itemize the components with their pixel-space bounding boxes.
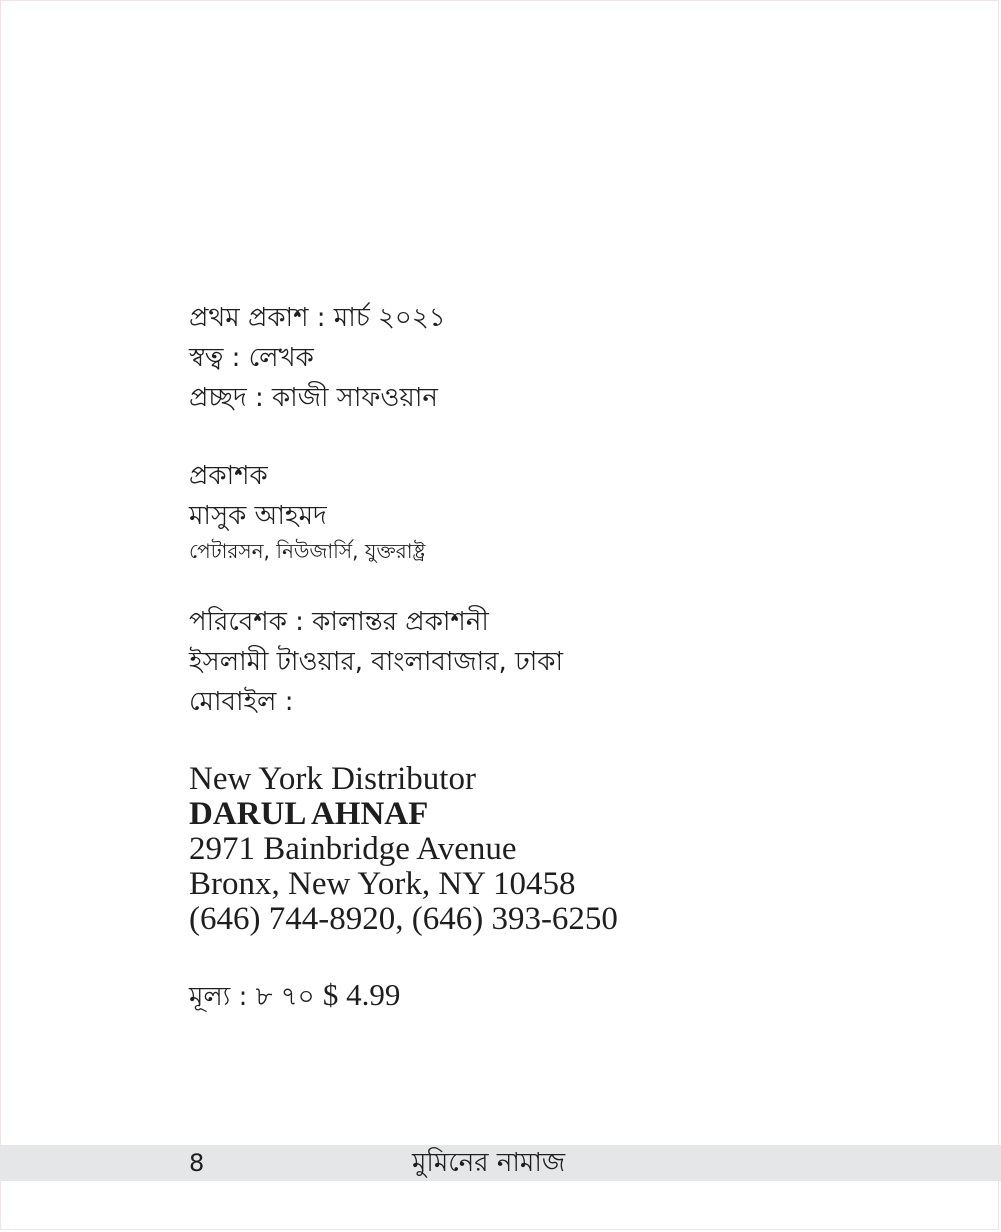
first-edition-line: প্রথম প্রকাশ : মার্চ ২০২১ <box>189 303 446 333</box>
spacer <box>189 722 889 762</box>
ny-distributor-phones: (646) 744-8920, (646) 393-6250 <box>189 901 618 937</box>
spacer <box>189 418 889 456</box>
imprint-page-content <box>189 298 889 1017</box>
price-label: মূল্য : ৮ ৭০ <box>189 982 315 1012</box>
copyright-line: স্বত্ব : লেখক <box>189 343 314 373</box>
page-number: 8 <box>189 1149 205 1177</box>
ny-distributor-street: 2971 Bainbridge Avenue <box>189 831 517 867</box>
page-footer <box>0 1145 1001 1181</box>
ny-distributor-city: Bronx, New York, NY 10458 <box>189 866 576 902</box>
distributor-address: ইসলামী টাওয়ার, বাংলাবাজার, ঢাকা <box>189 647 564 677</box>
publisher-label: প্রকাশক <box>189 461 268 491</box>
ny-distributor-heading: New York Distributor <box>189 761 476 797</box>
distributor-line: পরিবেশক : কালান্তর প্রকাশনী <box>189 607 489 637</box>
spacer <box>189 566 889 602</box>
price-line <box>189 975 889 1017</box>
running-title: মুমিনের নামাজ <box>412 1148 566 1178</box>
publisher-location: পেটারসন, নিউজার্সি, যুক্তরাষ্ট্র <box>189 539 426 563</box>
publisher-name: মাসুক আহমদ <box>189 501 327 531</box>
cover-designer-line: প্রচ্ছদ : কাজী সাফওয়ান <box>189 383 438 413</box>
spacer <box>189 937 889 975</box>
distributor-mobile: মোবাইল : <box>189 687 294 717</box>
ny-distributor-name: DARUL AHNAF <box>189 796 429 832</box>
price-amount: $ 4.99 <box>322 977 401 1012</box>
